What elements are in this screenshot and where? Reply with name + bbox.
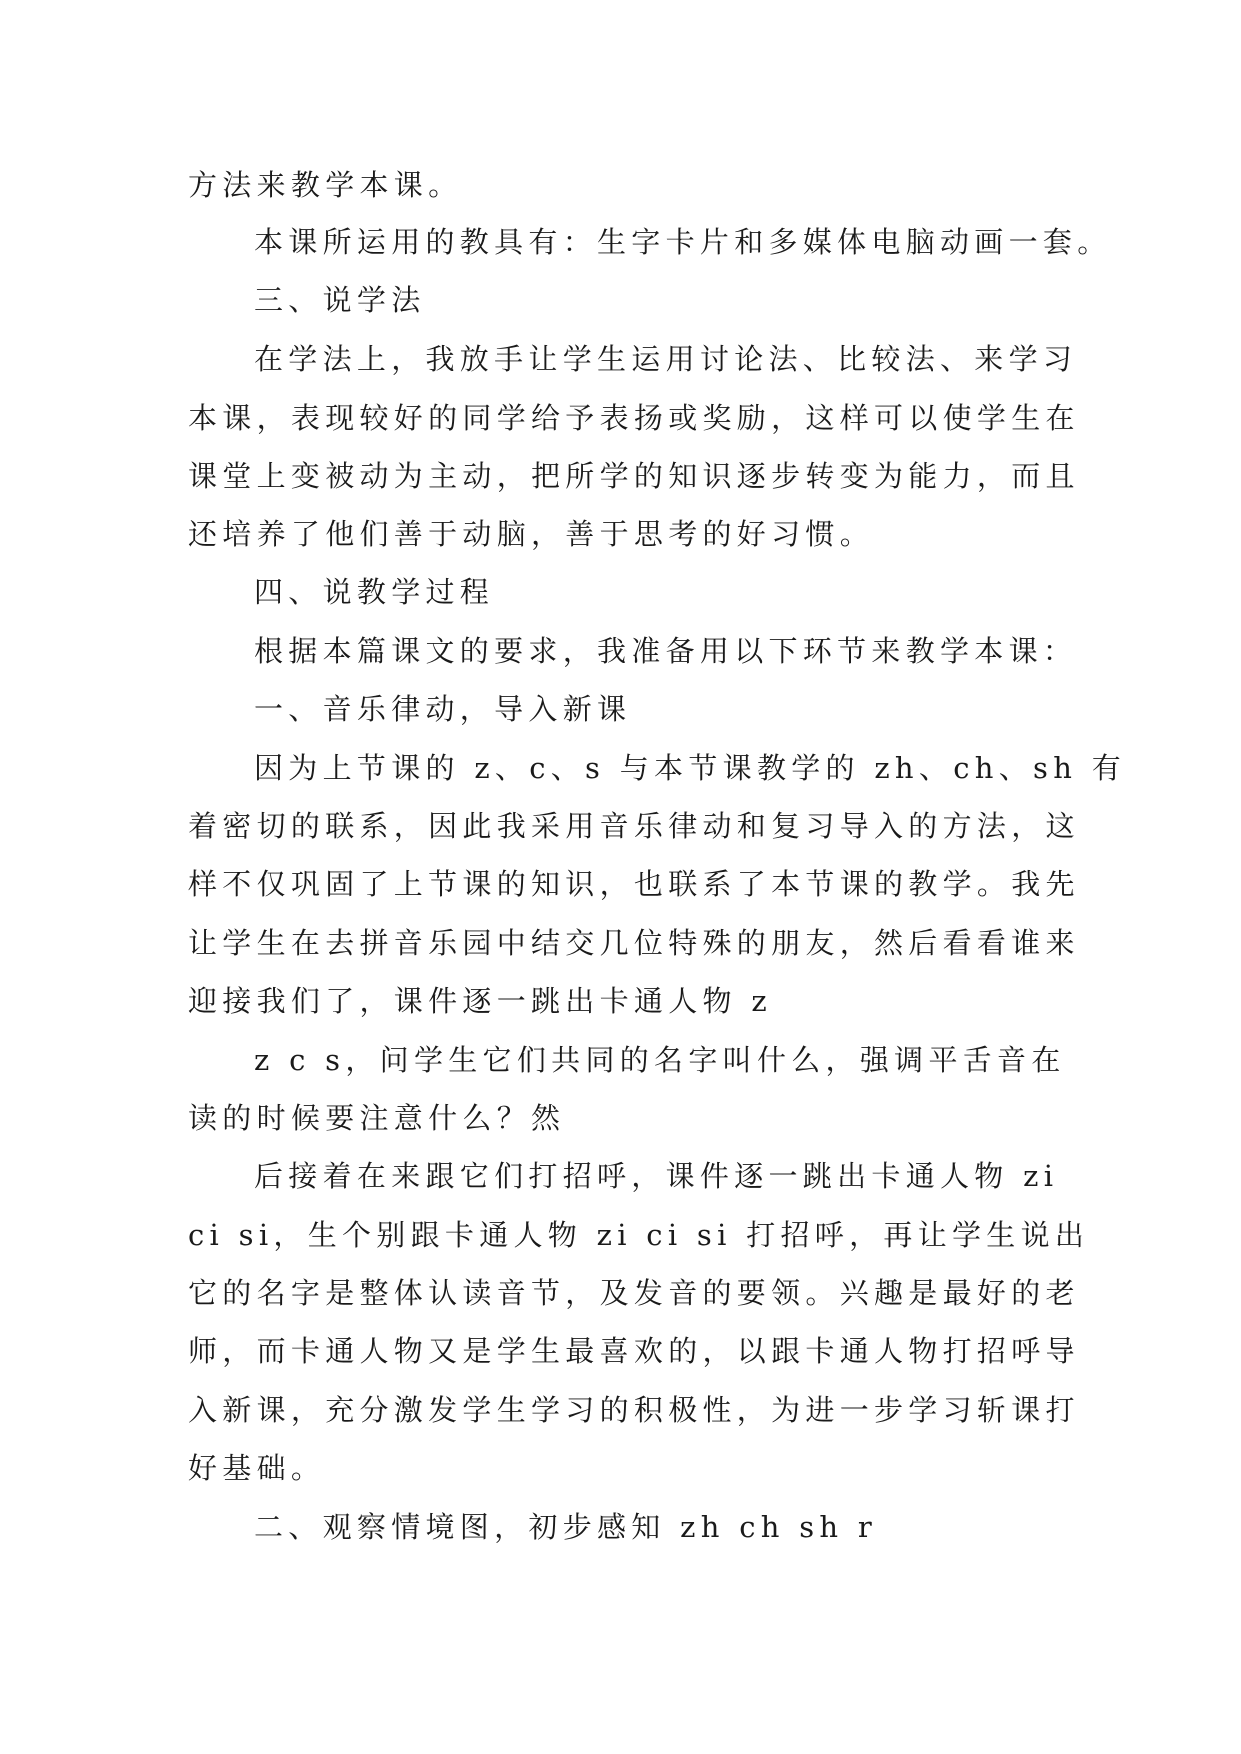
text-line: 后接着在来跟它们打招呼，课件逐一跳出卡通人物 zi — [254, 1159, 1059, 1193]
text-line: 让学生在去拼音乐园中结交几位特殊的朋友，然后看看谁来 — [188, 926, 1080, 960]
text-line: 因为上节课的 z、c、s 与本节课教学的 zh、ch、sh 有 — [254, 751, 1127, 785]
text-line: 样不仅巩固了上节课的知识，也联系了本节课的教学。我先 — [188, 867, 1080, 901]
text-line: 迎接我们了，课件逐一跳出卡通人物 z — [188, 984, 772, 1018]
text-line: 还培养了他们善于动脑，善于思考的好习惯。 — [188, 517, 875, 551]
text-line: z c s，问学生它们共同的名字叫什么，强调平舌音在 — [254, 1043, 1066, 1077]
subsection-heading: 二、观察情境图，初步感知 zh ch sh r — [254, 1510, 878, 1544]
text-line: 好基础。 — [188, 1451, 326, 1485]
text-line: 在学法上，我放手让学生运用讨论法、比较法、来学习 — [254, 342, 1078, 376]
text-line: 根据本篇课文的要求，我准备用以下环节来教学本课： — [254, 634, 1078, 668]
text-line: 课堂上变被动为主动，把所学的知识逐步转变为能力，而且 — [188, 459, 1080, 493]
text-line: 本课所运用的教具有：生字卡片和多媒体电脑动画一套。 — [254, 225, 1112, 259]
text-line: 入新课，充分激发学生学习的积极性，为进一步学习斩课打 — [188, 1393, 1080, 1427]
text-line: 读的时候要注意什么？然 — [188, 1101, 566, 1135]
section-heading: 四、说教学过程 — [254, 575, 495, 609]
text-line: 方法来教学本课。 — [188, 168, 463, 202]
text-line: 本课，表现较好的同学给予表扬或奖励，这样可以使学生在 — [188, 401, 1080, 435]
text-line: 它的名字是整体认读音节，及发音的要领。兴趣是最好的老 — [188, 1276, 1080, 1310]
text-line: 师，而卡通人物又是学生最喜欢的，以跟卡通人物打招呼导 — [188, 1334, 1080, 1368]
text-line: 着密切的联系，因此我采用音乐律动和复习导入的方法，这 — [188, 809, 1080, 843]
section-heading: 三、说学法 — [254, 283, 426, 317]
subsection-heading: 一、音乐律动，导入新课 — [254, 692, 632, 726]
text-line: ci si，生个别跟卡通人物 zi ci si 打招呼，再让学生说出 — [188, 1218, 1090, 1252]
